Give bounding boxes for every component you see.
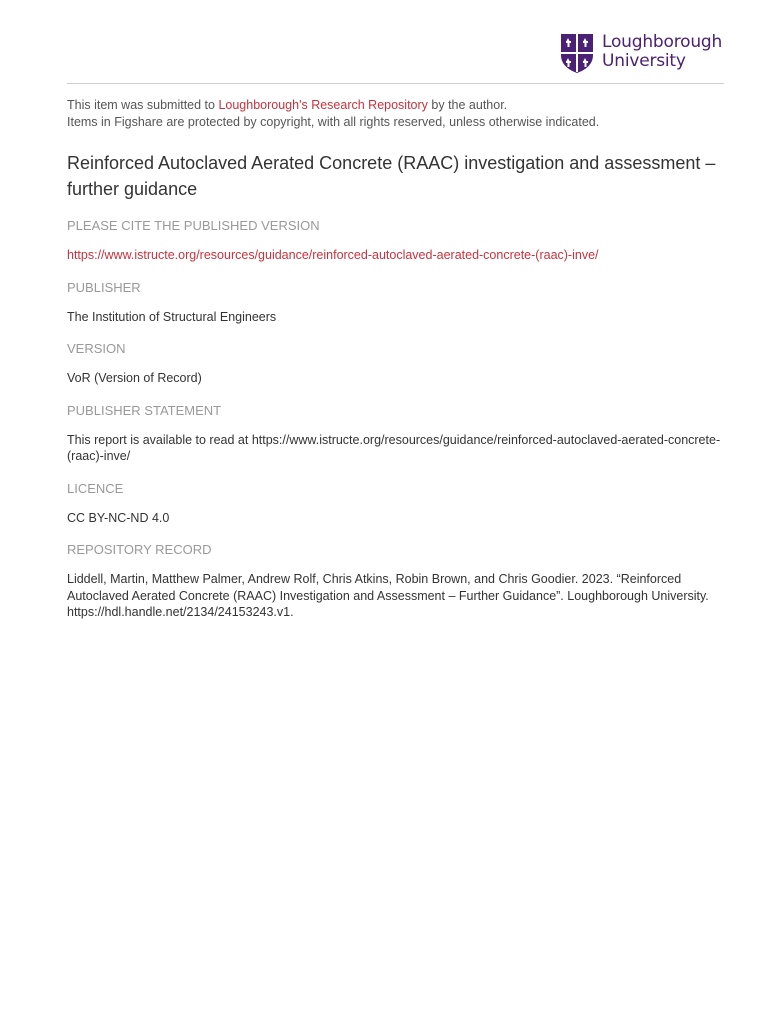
copyright-notice: Items in Figshare are protected by copyright, with all rights reserved, unless otherwise indicated. xyxy=(67,114,600,129)
document-title: Reinforced Autoclaved Aerated Concrete (RAAC) investigation and assessment – further guidance xyxy=(67,153,716,199)
repository-record-value: Liddell, Martin, Matthew Palmer, Andrew Rolf, Chris Atkins, Robin Brown, and Chris Goodier. 2023. “Reinforced Autoclaved Aerated Concrete (RAAC) Investigation and Assessment – Further Guidance”. Loughborough University. https://hdl.handle.net/2134/24153243.v1. xyxy=(67,572,709,619)
version-label: VERSION xyxy=(67,341,126,356)
cite-label: PLEASE CITE THE PUBLISHED VERSION xyxy=(67,218,320,233)
logo-wordmark xyxy=(602,33,722,71)
notice-prefix: This item was submitted to xyxy=(67,98,219,112)
repository-link[interactable]: Loughborough's Research Repository xyxy=(218,98,428,112)
submission-notice xyxy=(67,97,722,114)
cite-link[interactable] xyxy=(67,247,722,264)
notice-suffix: by the author. xyxy=(427,98,508,112)
university-crest-icon xyxy=(560,33,594,74)
cite-url[interactable]: https://www.istructe.org/resources/guidance/reinforced-autoclaved-aerated-concrete-(raac)-inve/ xyxy=(67,248,599,262)
header-divider xyxy=(67,83,724,84)
publisher-statement-label: PUBLISHER STATEMENT xyxy=(67,402,222,418)
publisher-value: The Institution of Structural Engineers xyxy=(67,309,277,324)
logo-line-2: University xyxy=(602,51,686,71)
university-logo xyxy=(560,33,730,75)
licence-value: CC BY-NC-ND 4.0 xyxy=(67,510,170,525)
logo-line-1: Loughborough xyxy=(602,32,723,52)
repository-record-label: REPOSITORY RECORD xyxy=(67,542,212,557)
publisher-label: PUBLISHER xyxy=(67,279,141,295)
licence-label: LICENCE xyxy=(67,480,124,496)
version-value: VoR (Version of Record) xyxy=(67,371,202,385)
publisher-statement-value: This report is available to read at https://www.istructe.org/resources/guidance/reinforced-autoclaved-aerated-concrete-(raac)-inve/ xyxy=(67,432,721,463)
document-body xyxy=(67,97,722,621)
